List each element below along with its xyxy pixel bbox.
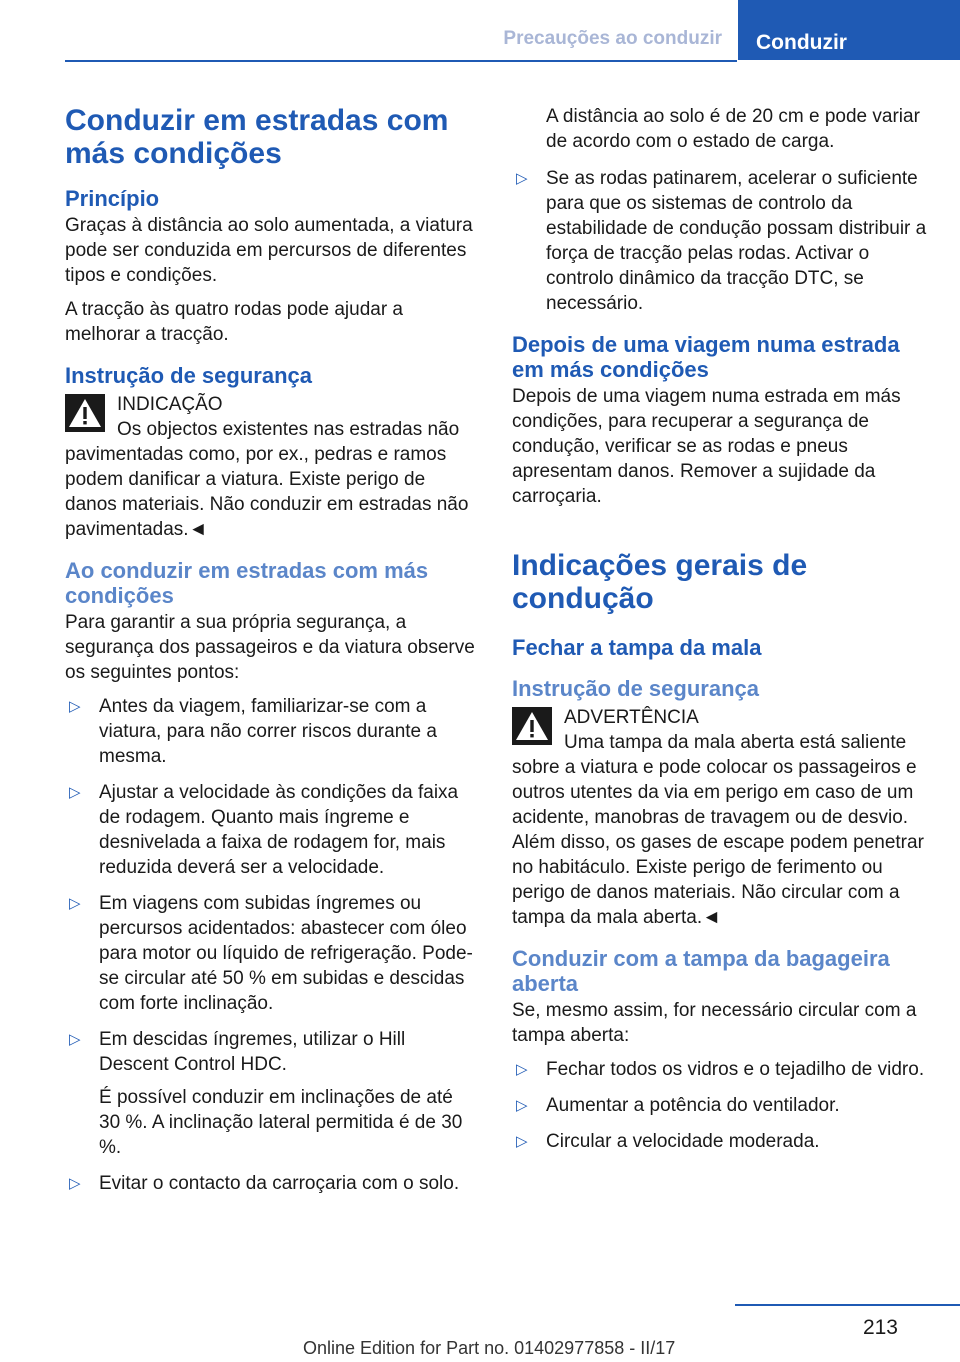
section-title: Precauções ao conduzir [503,28,722,49]
bullet-triangle-icon: ▷ [516,1133,528,1150]
warning-notice [65,392,477,542]
list-item-note: É possível conduzir em inclinações de até 30 %. A inclinação lateral permitida é de 30 %. [99,1087,463,1158]
edition-text: Online Edition for Part no. 01402977858 - II/17 [303,1338,676,1358]
continued-text: A distância ao solo é de 20 cm e pode variar de acordo com o estado de carga. [546,106,920,152]
open-trunk-list [512,1057,932,1154]
right-column [512,92,932,1165]
open-trunk-intro: Se, mesmo assim, for necessário circular com a tampa aberta: [512,1000,917,1046]
header-rule [65,60,737,62]
warning-body: Uma tampa da mala aberta está saliente sobre a viatura e pode colocar os passageiros e outros utentes da via em perigo em caso de um acidente, manobras de travagem ou de desvio. Além disso, os gases de escape podem penetrar no habitáculo. Existe perigo de ferimento ou perigo de danos materiais. Não circular com a tampa da mala aberta.◄ [512,732,924,928]
principle-text-2: A tracção às quatro rodas pode ajudar a melhorar a tracção. [65,299,404,345]
warning-title: ADVERTÊNCIA [564,707,699,728]
bad-roads-intro: Para garantir a sua própria segurança, a segurança dos passageiros e da viatura observe os seguintes pontos: [65,612,475,683]
warning-body: Os objectos existentes nas estradas não pavimentadas como, por ex., pedras e ramos podem danificar a viatura. Existe perigo de danos materiais. Não conduzir em estradas não pavimentadas.◄ [65,419,469,540]
bad-roads-heading: Ao conduzir em estradas com más condições [65,558,429,608]
list-item: ▷ Ajustar a velocidade às condições da faixa de rodagem. Quanto mais íngreme e desnivelada a faixa de rodagem for, mais reduzida deverá ser a velocidade. [69,782,459,878]
bullet-triangle-icon: ▷ [69,1175,81,1192]
bullet-triangle-icon: ▷ [69,1031,81,1048]
page-header [0,0,960,62]
bullet-triangle-icon: ▷ [69,784,81,801]
list-item: ▷ Em descidas íngremes, utilizar o Hill Descent Control HDC. É possível conduzir em inclinações de até 30 %. A inclinação lateral permitida é de 30 %. [65,1027,477,1160]
slip-list [512,166,932,316]
warning-triangle-icon [512,707,552,745]
bullet-triangle-icon: ▷ [69,698,81,715]
bullet-triangle-icon: ▷ [516,1061,528,1078]
list-item: ▷ Evitar o contacto da carroçaria com o solo. [69,1173,460,1194]
page-number: 213 [862,1316,898,1339]
main-heading: Conduzir em estradas com más condições [65,104,449,170]
bullet-triangle-icon: ▷ [516,1097,528,1114]
bullet-triangle-icon: ▷ [69,895,81,912]
after-trip-text: Depois de uma viagem numa estrada em más condições, para recuperar a segurança de condução, verificar se as rodas e pneus apresentam danos. Remover a sujidade da carroçaria. [512,386,901,507]
list-item: ▷ Fechar todos os vidros e o tejadilho de vidro. [516,1059,925,1080]
principle-text-1: Graças à distância ao solo aumentada, a viatura pode ser conduzida em percursos de diferentes tipos e condições. [65,215,473,286]
principle-heading: Princípio [65,186,160,211]
bad-roads-list [65,694,477,1196]
after-trip-heading: Depois de uma viagem numa estrada em más condições [512,332,900,382]
list-item: ▷ Aumentar a potência do ventilador. [516,1095,840,1116]
left-column [65,92,477,1207]
warning-triangle-icon [65,394,105,432]
open-trunk-heading: Conduzir com a tampa da bagageira aberta [512,946,890,996]
list-item: ▷ Circular a velocidade moderada. [516,1131,820,1152]
footer-rule [735,1304,960,1306]
trunk-heading: Fechar a tampa da mala [512,635,762,660]
safety-heading: Instrução de segurança [65,363,312,388]
warning-title: INDICAÇÃO [117,394,223,415]
list-item: ▷ Em viagens com subidas íngremes ou percursos acidentados: abastecer com óleo para motor ou líquido de refrigeração. Pode-se circular até 50 % em subidas e descidas com forte inclinação. [69,893,473,1014]
general-heading: Indicações gerais de condução [512,549,808,615]
bullet-triangle-icon: ▷ [516,170,528,187]
chapter-tab[interactable]: Conduzir [738,0,960,60]
safety-heading-2: Instrução de segurança [512,676,759,701]
warning-notice-2 [512,705,932,930]
list-item: ▷ Se as rodas patinarem, acelerar o suficiente para que os sistemas de controlo da estabilidade de condução possam distribuir a força de tracção pelas rodas. Activar o controlo dinâmico da tracção DTC, se necessário. [516,168,927,314]
list-item: ▷ Antes da viagem, familiarizar-se com a viatura, para não correr riscos durante a mesma. [69,696,437,767]
